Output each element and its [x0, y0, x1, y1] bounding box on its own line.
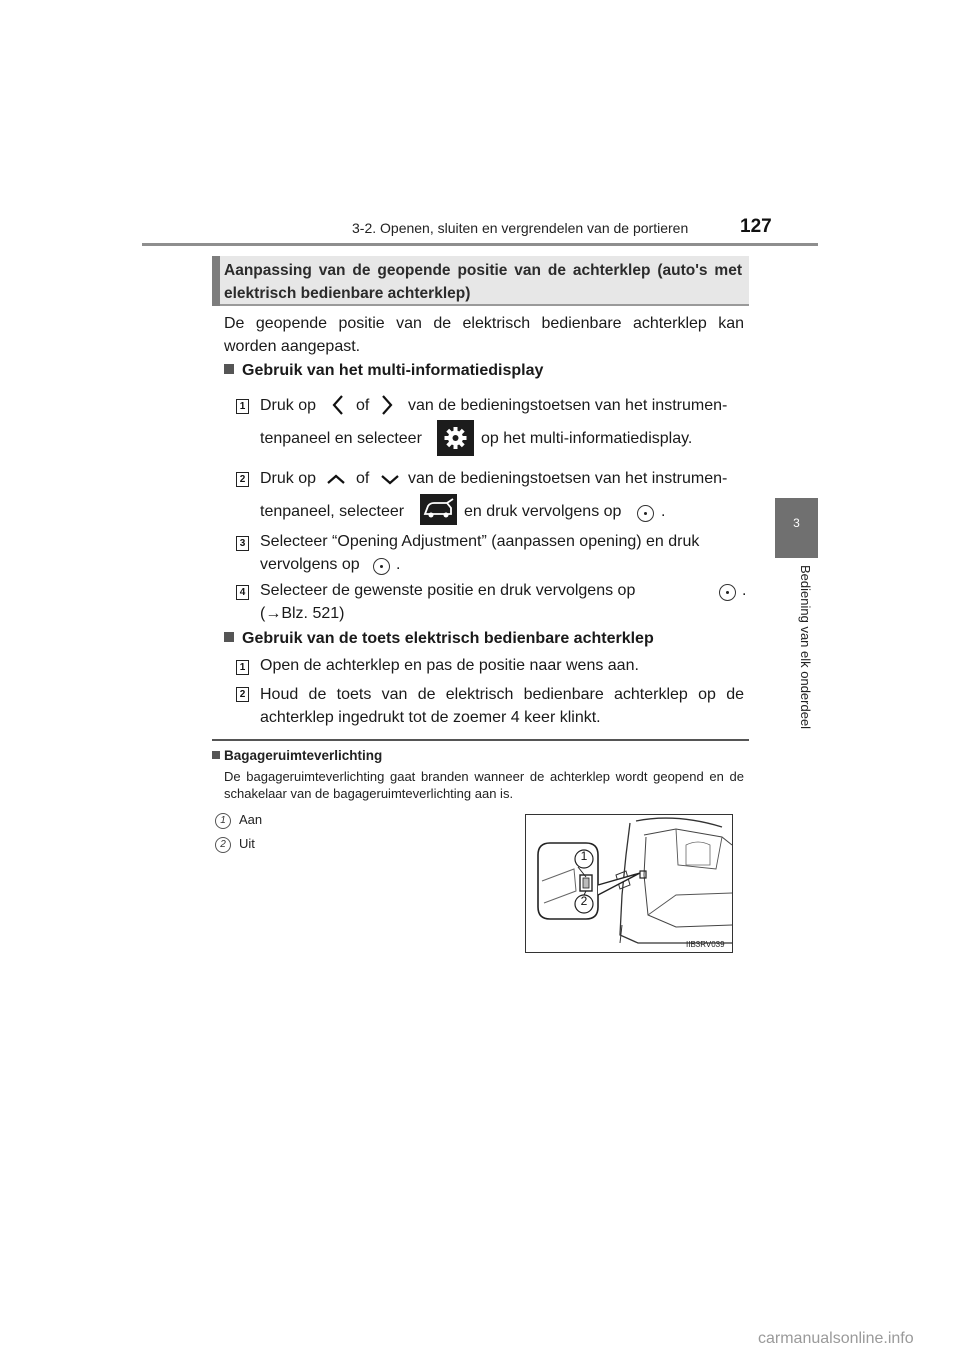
step-number: 2 — [236, 472, 249, 487]
legend-item-aan: Aan — [239, 812, 263, 827]
method2-step2-text: Houd de toets van de elektrisch bedienbare achterklep op de achterklep ingedrukt tot de zoemer 4 keer klinkt. — [260, 686, 744, 726]
section-title-bar — [212, 256, 220, 306]
step2-text-of: of — [356, 470, 370, 487]
step1-text-of: of — [356, 397, 370, 414]
footer-watermark: carmanualsonline.info — [758, 1330, 914, 1347]
step2-text-rest: van de bedieningstoetsen van het instrumen- — [408, 470, 728, 487]
step-number: 3 — [236, 536, 249, 551]
running-header-section: 3-2. Openen, sluiten en vergrendelen van de portieren — [352, 220, 689, 236]
ok-button-icon — [719, 584, 736, 601]
ok-button-icon — [373, 558, 390, 575]
bullet-square-icon — [224, 632, 234, 642]
step1-text-druk-op: Druk op — [260, 397, 317, 414]
section-title: Aanpassing van de geopende positie van de achterklep (auto's met elektrisch bedienbare achterklep) — [224, 262, 742, 302]
step2-line2-pre: tenpaneel, selecteer — [260, 503, 405, 520]
method2-step1-text: Open de achterklep en pas de positie naar wens aan. — [260, 657, 639, 674]
step3-line2-pre: vervolgens op — [260, 556, 360, 573]
method2-heading-text: Gebruik van de toets elektrisch bedienbare achterklep — [242, 630, 654, 647]
step1-text-rest: van de bedieningstoetsen van het instrumen- — [408, 397, 728, 414]
cargo-area-drawing — [526, 815, 732, 952]
chevron-left-icon — [331, 394, 345, 416]
method2-heading — [224, 630, 654, 648]
legend-item-uit: Uit — [239, 836, 255, 851]
note-divider — [212, 739, 749, 741]
step4-line2: (→Blz. 521) — [260, 605, 345, 622]
callout-label-2: 2 — [580, 894, 588, 908]
method1-heading — [224, 362, 543, 380]
step3-line1: Selecteer “Opening Adjustment” (aanpassen opening) en druk — [260, 533, 700, 550]
step4-line1-pre: Selecteer de gewenste positie en druk vervolgens op — [260, 582, 636, 599]
luggage-light-illustration — [525, 814, 733, 953]
step-number: 1 — [236, 660, 249, 675]
callout-number: 2 — [215, 837, 231, 853]
step1-line2-post: op het multi-informatiedisplay. — [481, 430, 693, 447]
chevron-right-icon — [380, 394, 394, 416]
step2-line2-mid: en druk vervolgens op — [464, 503, 622, 520]
page-number: 127 — [740, 216, 772, 237]
step2-line2-post: . — [661, 503, 666, 520]
step-number: 4 — [236, 585, 249, 600]
ok-button-icon — [637, 505, 654, 522]
method1-heading-text: Gebruik van het multi-informatiedisplay — [242, 362, 544, 379]
illustration-code: IIB3RV039 — [686, 940, 725, 949]
step4-line1-post: . — [742, 582, 747, 599]
bullet-square-icon — [224, 364, 234, 374]
callout-label-1: 1 — [580, 849, 588, 863]
step-number: 1 — [236, 399, 249, 414]
note-text: De bagageruimteverlichting gaat branden wanneer de achterklep wordt geopend en de schakelaar van de bagageruimteverlichting aan is. — [224, 769, 744, 801]
step-number: 2 — [236, 687, 249, 702]
note-heading-text: Bagageruimteverlichting — [224, 748, 383, 763]
step1-line2-pre: tenpaneel en selecteer — [260, 430, 422, 447]
settings-gear-icon — [437, 420, 474, 456]
section-intro: De geopende positie van de elektrisch bedienbare achterklep kan worden aangepast. — [224, 315, 744, 355]
chapter-label: Bediening van elk onderdeel — [798, 565, 813, 730]
callout-number: 1 — [215, 813, 231, 829]
bullet-square-icon — [212, 751, 220, 759]
step3-line2-post: . — [396, 556, 401, 573]
car-tailgate-icon — [420, 494, 457, 525]
step2-text-druk-op: Druk op — [260, 470, 317, 487]
chapter-number: 3 — [793, 516, 800, 530]
header-rule — [142, 243, 818, 246]
note-heading — [212, 748, 382, 763]
chevron-down-icon — [380, 473, 400, 485]
chevron-up-icon — [326, 473, 346, 485]
